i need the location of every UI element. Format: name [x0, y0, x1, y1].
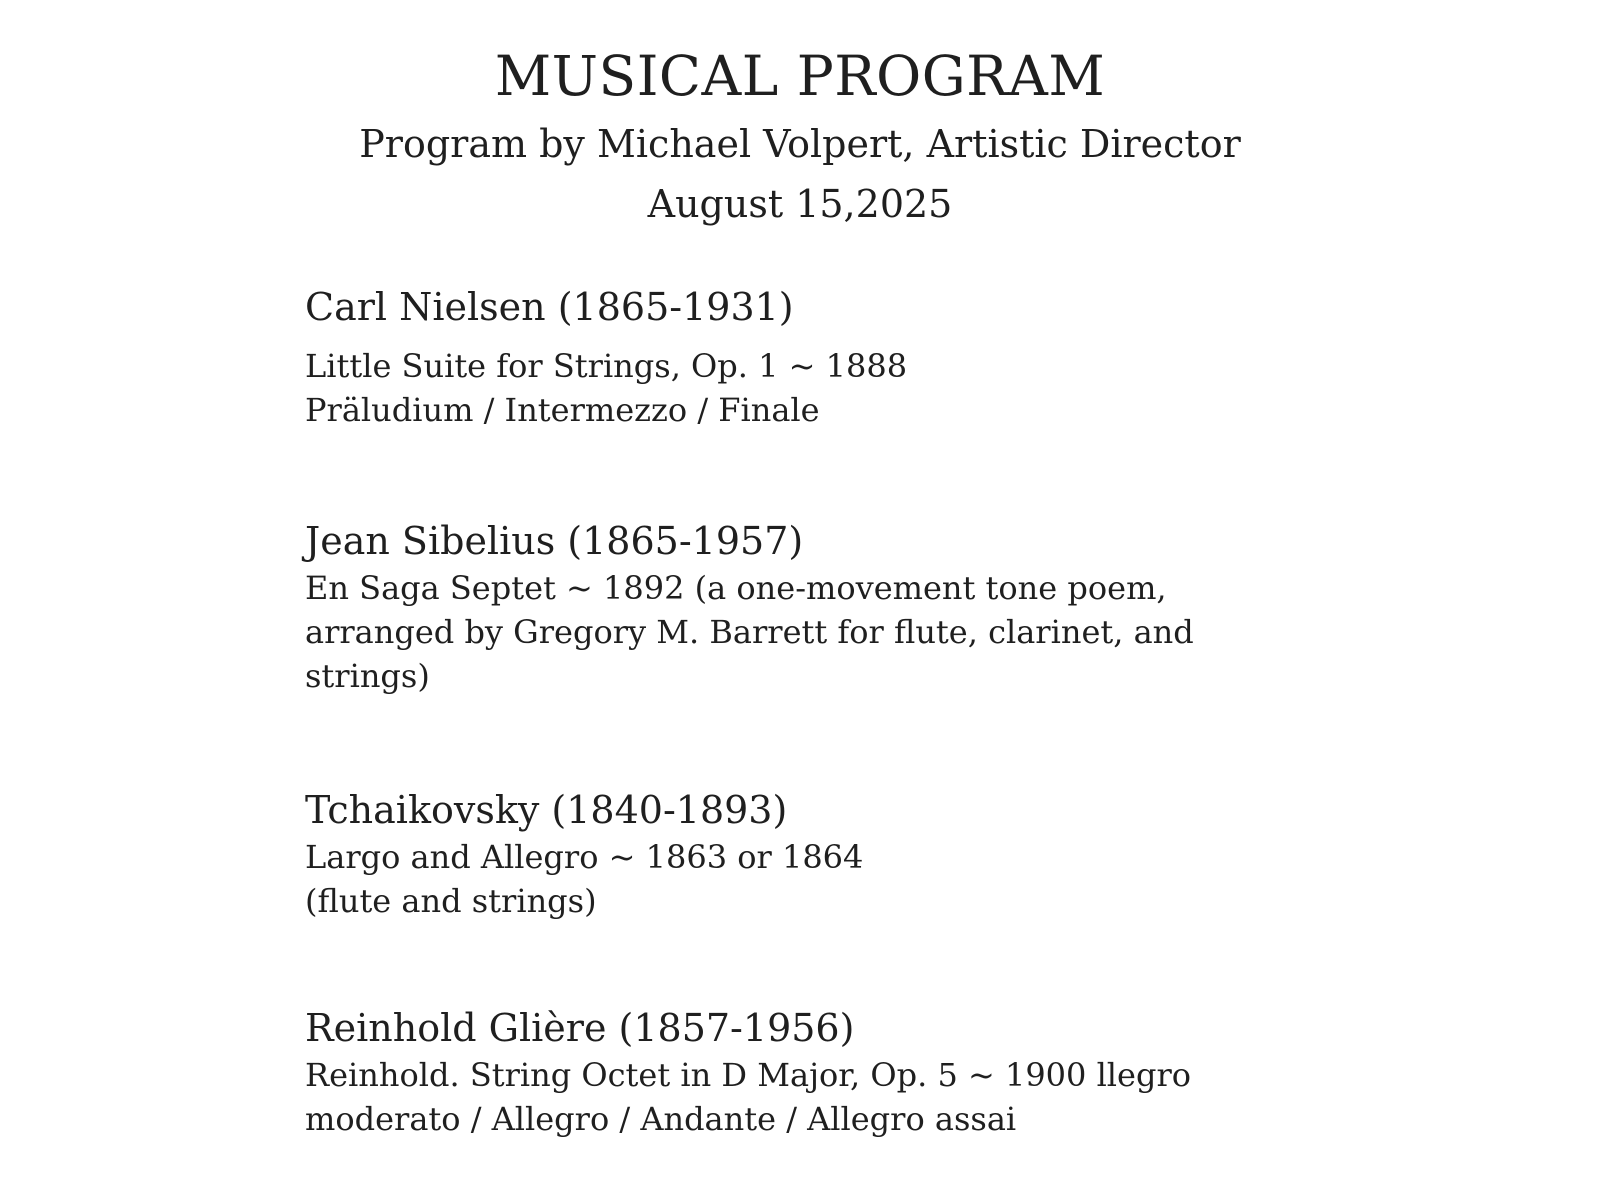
composer-name: Carl Nielsen (1865-1931)	[305, 285, 794, 329]
work-line: Little Suite for Strings, Op. 1 ~ 1888	[305, 347, 908, 385]
program-entry-tchaikovsky	[305, 785, 1205, 923]
program-subtitle: Program by Michael Volpert, Artistic Director	[359, 122, 1241, 166]
work-line: Largo and Allegro ~ 1863 or 1864	[305, 838, 864, 876]
program-entry-sibelius	[305, 516, 1205, 698]
work-line: (flute and strings)	[305, 882, 597, 920]
composer-name: Tchaikovsky (1840-1893)	[305, 788, 788, 832]
page-title: MUSICAL PROGRAM	[494, 44, 1106, 108]
work-line: Reinhold. String Octet in D Major, Op. 5 ~ 1900 llegro	[305, 1056, 1192, 1094]
composer-name: Jean Sibelius (1865-1957)	[305, 519, 804, 563]
work-line: moderato / Allegro / Andante / Allegro assai	[305, 1100, 1017, 1138]
work-line: strings)	[305, 657, 430, 695]
work-line: En Saga Septet ~ 1892 (a one-movement tone poem,	[305, 569, 1167, 607]
program-header	[0, 38, 1600, 234]
composer-name: Reinhold Glière (1857-1956)	[305, 1006, 855, 1050]
program-date: August 15,2025	[647, 182, 953, 226]
program-entry-gliere	[305, 1003, 1205, 1141]
program-entry-nielsen	[305, 282, 1205, 432]
work-line: arranged by Gregory M. Barrett for flute, clarinet, and	[305, 613, 1194, 651]
work-line: Präludium / Intermezzo / Finale	[305, 391, 820, 429]
